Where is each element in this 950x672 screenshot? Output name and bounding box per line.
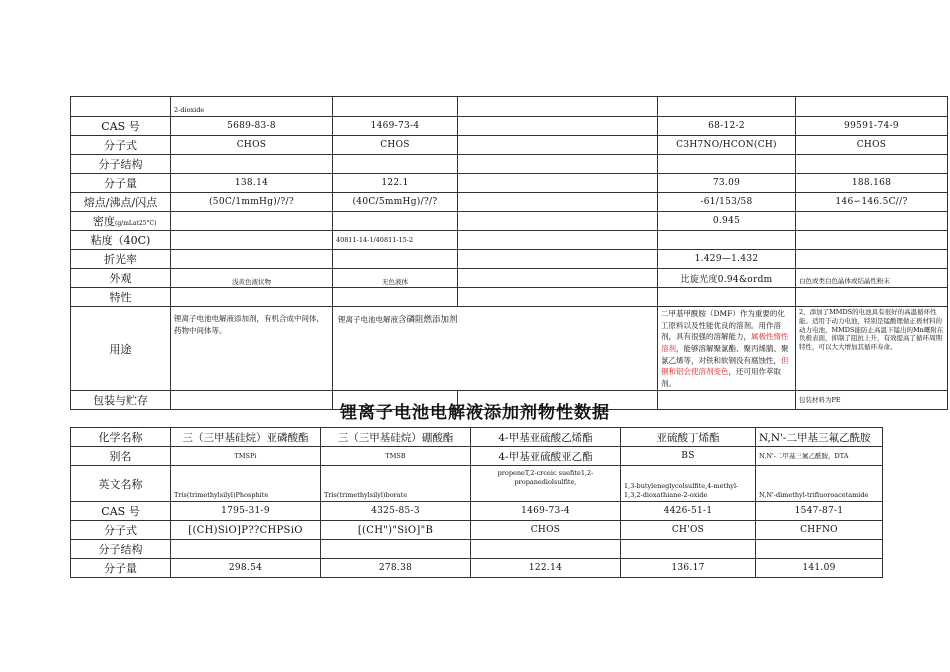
table-cell: 1.429—1.432 [658, 250, 796, 269]
table-row [71, 212, 948, 231]
table-row [71, 250, 948, 269]
table-cell: [(CH)SiO]P??CHPSiO [171, 521, 321, 540]
table-cell: 73.09 [658, 174, 796, 193]
table-cell: 锂离子电池电解液含磷阻燃添加剂 [333, 307, 658, 391]
table-cell: 浅黄色液状物 [171, 269, 333, 288]
table-cell: Tris(trimethylsilyl)Phosphite [171, 466, 321, 502]
table-cell: 278.38 [321, 559, 471, 578]
table-cell: 141.09 [756, 559, 883, 578]
row-label: 分子结构 [71, 540, 171, 559]
table-cell: -61/153/58 [658, 193, 796, 212]
row-label: 用途 [71, 307, 171, 391]
table-cell: CH'OS [621, 521, 756, 540]
table-cell: CHOS [796, 136, 948, 155]
table-cell: 122.1 [333, 174, 458, 193]
table-cell: C3H7NO/HCON(CH) [658, 136, 796, 155]
table-row [71, 97, 948, 117]
table-cell: 136.17 [621, 559, 756, 578]
row-label: 粘度（40C) [71, 231, 171, 250]
table-cell: 白色或类白色晶体或结晶性粉末 [796, 269, 948, 288]
table-cell: 298.54 [171, 559, 321, 578]
table-row [71, 136, 948, 155]
properties-table-bottom [70, 427, 883, 578]
table-cell: 锂离子电池电解液添加剂，有机合成中间体，药物中间体等。 [171, 307, 333, 391]
table-row [71, 193, 948, 212]
table-cell: 99591-74-9 [796, 117, 948, 136]
table-cell: 188.168 [796, 174, 948, 193]
table-cell: 1795-31-9 [171, 502, 321, 521]
table-cell: 1469-73-4 [333, 117, 458, 136]
row-label: 别名 [71, 447, 171, 466]
table-cell: 2、添加了MMDS的电池具有很好的高温循环性能。适用于动力电池，特别是锰酸锂做正极材料的动力电池，MMDS能防止高温下锰出的Mn嘅附在负极表面，抑制了阻抗上升，有效提高了循环周期特性，可以大大增加其循环寿命。 [796, 307, 948, 391]
table-row [71, 155, 948, 174]
table-cell: TMSB [321, 447, 471, 466]
table-cell: N,N'-二甲基三氟乙酰胺，DTA [756, 447, 883, 466]
table-row [71, 447, 883, 466]
row-label: 外观 [71, 269, 171, 288]
table-cell: 包装材料为PE [796, 391, 948, 410]
table-row [71, 428, 883, 447]
table-row [71, 559, 883, 578]
row-label: 分子量 [71, 174, 171, 193]
table-cell: 122.14 [471, 559, 621, 578]
table-row [71, 502, 883, 521]
table-row [71, 521, 883, 540]
page-title: 锂离子电池电解液添加剂物性数据 [340, 403, 610, 423]
table-cell: 三（三甲基硅烷）亚磷酸酯 [171, 428, 321, 447]
table-cell: TMSPi [171, 447, 321, 466]
table-cell: 5689-83-8 [171, 117, 333, 136]
table-row [71, 269, 948, 288]
table-cell: 比旋光度0.94&ordm [658, 269, 796, 288]
table-cell: 68-12-2 [658, 117, 796, 136]
table-cell: 4-甲基亚硫酸亚乙酯 [471, 447, 621, 466]
row-label: 分子结构 [71, 155, 171, 174]
row-label: 密度(g/mLat25°C) [71, 212, 171, 231]
row-label: 分子式 [71, 136, 171, 155]
table-row [71, 540, 883, 559]
table-cell: 2-dioxide [171, 97, 333, 117]
table-cell: N,N'-二甲基三氟乙酰胺 [756, 428, 883, 447]
table-cell: 亚硫酸丁烯酯 [621, 428, 756, 447]
table-cell: CHFNO [756, 521, 883, 540]
row-label: 特性 [71, 288, 171, 307]
table-cell: Tris(trimethylsilyl)borate [321, 466, 471, 502]
table-row [71, 307, 948, 391]
table-cell: 4-甲基亚硫酸乙烯酯 [471, 428, 621, 447]
table-row [71, 288, 948, 307]
table-cell: 1547-87-1 [756, 502, 883, 521]
table-row [71, 174, 948, 193]
row-label: 英文名称 [71, 466, 171, 502]
table-cell: propeneT,2-crceic suefite1,2-propanediolsulfite, [471, 466, 621, 502]
row-label: 分子式 [71, 521, 171, 540]
table-row [71, 231, 948, 250]
table-cell: 1,3-butyleneglycolsulfite,4-methyl-1,3,2-dioxathiane-2-oxide [621, 466, 756, 502]
table-cell: BS [621, 447, 756, 466]
table-row [71, 117, 948, 136]
table-cell: (50C/1mmHg)/?/? [171, 193, 333, 212]
row-label: 分子量 [71, 559, 171, 578]
table-cell: [(CH")"SiO]"B [321, 521, 471, 540]
row-label: CAS 号 [71, 502, 171, 521]
table-cell: 146∽146.5C//? [796, 193, 948, 212]
row-label: 化学名称 [71, 428, 171, 447]
table-cell: 4426-51-1 [621, 502, 756, 521]
row-label: 折光率 [71, 250, 171, 269]
table-row [71, 466, 883, 502]
table-cell: N,N'-dimethyl-trifluoroacetamide [756, 466, 883, 502]
table-cell: 0.945 [658, 212, 796, 231]
row-label: CAS 号 [71, 117, 171, 136]
table-cell: 无色液体 [333, 269, 458, 288]
table-cell: 40811-14-1/40811-15-2 [333, 231, 458, 250]
row-label: 熔点/沸点/闪点 [71, 193, 171, 212]
table-cell: CHOS [471, 521, 621, 540]
row-label: 包装与贮存 [71, 391, 171, 410]
properties-table-top [70, 96, 948, 410]
table-cell: 138.14 [171, 174, 333, 193]
table-cell: (40C/5mmHg)/?/? [333, 193, 458, 212]
table-cell: CHOS [333, 136, 458, 155]
table-cell: CHOS [171, 136, 333, 155]
table-cell: 1469-73-4 [471, 502, 621, 521]
table-cell: 4325-85-3 [321, 502, 471, 521]
table-cell: 三（三甲基硅烷）硼酸酯 [321, 428, 471, 447]
table-cell: 二甲基甲酰胺（DMF）作为重要的化工原料以及性能优良的溶剂。用作溶剂，具有很强的溶解能力，属极性惰性溶剂，能够溶解聚氯酯、聚丙烯腈、聚氯乙烯等，对铁和软钢没有腐蚀性，但铜和铝会使溶剂变色，还可用作萃取剂。 [658, 307, 796, 391]
